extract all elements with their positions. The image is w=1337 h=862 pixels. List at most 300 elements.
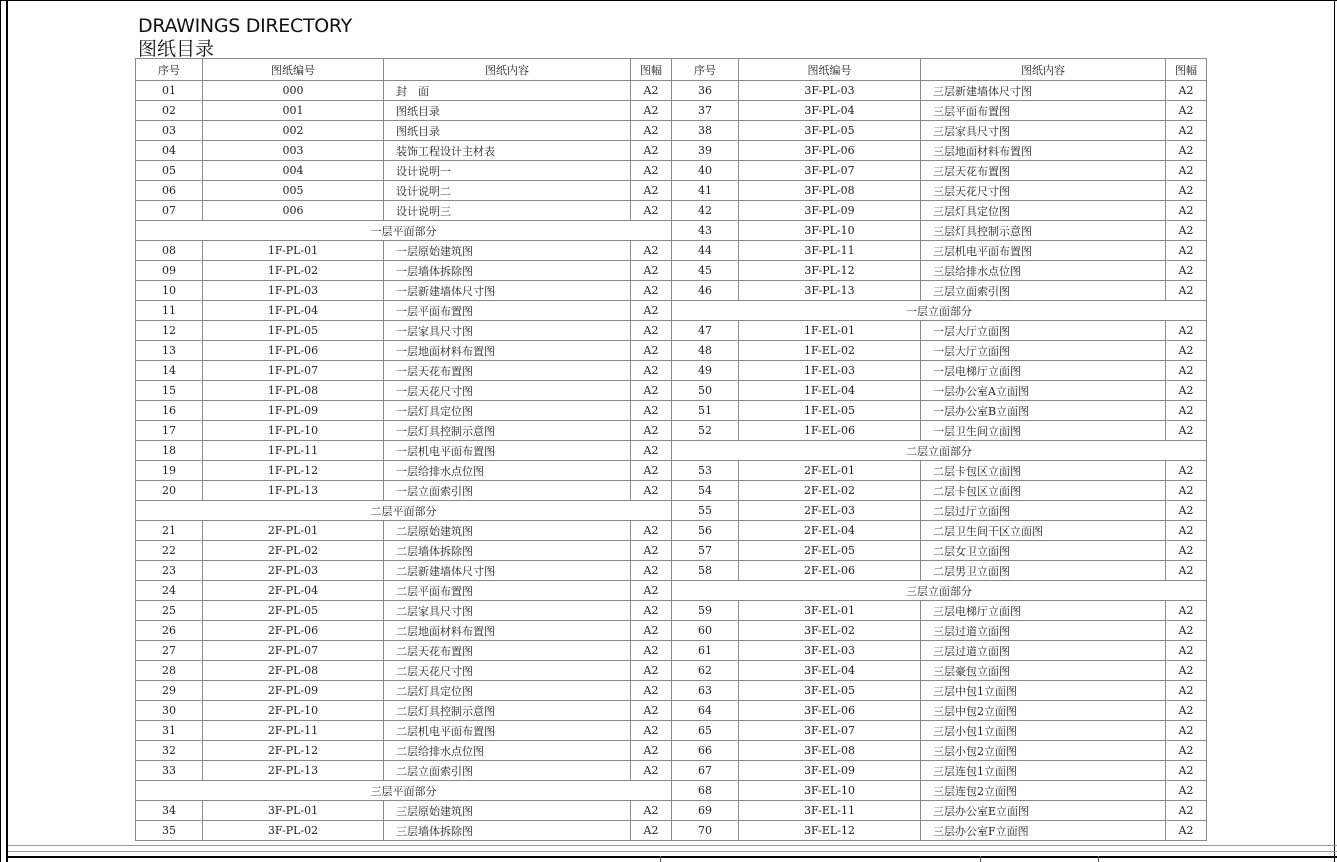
cell-code: 2F-PL-11 (203, 721, 384, 741)
table-row (672, 601, 1207, 621)
cell-no: 16 (136, 401, 203, 421)
cell-size: A2 (1166, 641, 1207, 661)
cell-no: 49 (672, 361, 739, 381)
cell-size: A2 (1166, 241, 1207, 261)
cell-content: 三层小包2立面图 (921, 741, 1166, 761)
cell-size: A2 (631, 481, 672, 501)
cell-size: A2 (631, 621, 672, 641)
table-row (136, 561, 672, 581)
table-row (136, 101, 672, 121)
cell-code: 3F-PL-02 (203, 821, 384, 841)
table-row (136, 301, 672, 321)
cell-code: 1F-EL-06 (739, 421, 921, 441)
cell-content: 三层天花尺寸图 (921, 181, 1166, 201)
cell-code: 3F-EL-01 (739, 601, 921, 621)
cell-no: 02 (136, 101, 203, 121)
table-row (136, 441, 672, 461)
cell-no: 25 (136, 601, 203, 621)
section-row (672, 441, 1207, 461)
cell-no: 42 (672, 201, 739, 221)
cell-code: 005 (203, 181, 384, 201)
cell-no: 13 (136, 341, 203, 361)
cell-content: 一层立面索引图 (384, 481, 631, 501)
cell-size: A2 (631, 521, 672, 541)
table-row (136, 141, 672, 161)
cell-no: 54 (672, 481, 739, 501)
table-row (672, 541, 1207, 561)
cell-content: 一层卫生间立面图 (921, 421, 1166, 441)
frame-outer-left (0, 0, 1, 862)
cell-no: 44 (672, 241, 739, 261)
cell-content: 二层灯具定位图 (384, 681, 631, 701)
cell-content: 三层灯具控制示意图 (921, 221, 1166, 241)
cell-code: 2F-PL-01 (203, 521, 384, 541)
cell-size: A2 (631, 261, 672, 281)
cell-content: 一层天花布置图 (384, 361, 631, 381)
cell-content: 设计说明二 (384, 181, 631, 201)
section-row (136, 221, 672, 241)
cell-no: 31 (136, 721, 203, 741)
cell-code: 3F-PL-04 (739, 101, 921, 121)
cell-no: 38 (672, 121, 739, 141)
cell-content: 三层灯具定位图 (921, 201, 1166, 221)
title-block-divider (1098, 856, 1099, 862)
cell-no: 18 (136, 441, 203, 461)
cell-no: 09 (136, 261, 203, 281)
cell-content: 一层机电平面布置图 (384, 441, 631, 461)
cell-code: 000 (203, 81, 384, 101)
cell-size: A2 (631, 121, 672, 141)
cell-no: 69 (672, 801, 739, 821)
cell-no: 46 (672, 281, 739, 301)
cell-content: 二层过厅立面图 (921, 501, 1166, 521)
table-row (136, 601, 672, 621)
cell-content: 设计说明一 (384, 161, 631, 181)
cell-size: A2 (631, 601, 672, 621)
table-row (672, 341, 1207, 361)
cell-code: 2F-PL-06 (203, 621, 384, 641)
cell-size: A2 (1166, 381, 1207, 401)
cell-size: A2 (631, 461, 672, 481)
cell-size: A2 (631, 141, 672, 161)
cell-size: A2 (631, 721, 672, 741)
cell-size: A2 (631, 581, 672, 601)
title-block-divider (980, 856, 981, 862)
cell-size: A2 (631, 641, 672, 661)
cell-size: A2 (1166, 401, 1207, 421)
table-row (672, 621, 1207, 641)
cell-no: 55 (672, 501, 739, 521)
table-row (672, 741, 1207, 761)
section-title: 二层平面部分 (136, 501, 672, 521)
cell-size: A2 (1166, 521, 1207, 541)
table-row (672, 781, 1207, 801)
cell-size: A2 (1166, 761, 1207, 781)
table-row (136, 681, 672, 701)
header-code: 图纸编号 (739, 59, 921, 81)
cell-code: 3F-EL-09 (739, 761, 921, 781)
table-row (136, 241, 672, 261)
cell-no: 33 (136, 761, 203, 781)
cell-no: 03 (136, 121, 203, 141)
cell-size: A2 (1166, 201, 1207, 221)
table-row (136, 261, 672, 281)
cell-size: A2 (631, 761, 672, 781)
cell-code: 3F-PL-01 (203, 801, 384, 821)
section-title: 三层立面部分 (672, 581, 1207, 601)
header-content: 图纸内容 (921, 59, 1166, 81)
cell-no: 24 (136, 581, 203, 601)
cell-code: 3F-PL-08 (739, 181, 921, 201)
table-row (136, 281, 672, 301)
cell-code: 2F-PL-08 (203, 661, 384, 681)
cell-size: A2 (631, 661, 672, 681)
cell-no: 65 (672, 721, 739, 741)
section-title: 一层立面部分 (672, 301, 1207, 321)
cell-code: 3F-PL-06 (739, 141, 921, 161)
cell-no: 60 (672, 621, 739, 641)
cell-content: 三层中包2立面图 (921, 701, 1166, 721)
title-block-border (8, 856, 1337, 858)
table-row (672, 361, 1207, 381)
cell-content: 二层新建墙体尺寸图 (384, 561, 631, 581)
cell-no: 30 (136, 701, 203, 721)
cell-size: A2 (1166, 341, 1207, 361)
table-row (672, 821, 1207, 841)
cell-content: 二层给排水点位图 (384, 741, 631, 761)
table-row (136, 161, 672, 181)
cell-size: A2 (631, 741, 672, 761)
table-row (672, 701, 1207, 721)
cell-no: 67 (672, 761, 739, 781)
cell-code: 3F-EL-05 (739, 681, 921, 701)
table-row (136, 721, 672, 741)
cell-no: 62 (672, 661, 739, 681)
cell-size: A2 (1166, 801, 1207, 821)
cell-code: 004 (203, 161, 384, 181)
frame-top (0, 0, 1337, 1)
cell-code: 3F-EL-12 (739, 821, 921, 841)
cell-size: A2 (631, 81, 672, 101)
cell-size: A2 (631, 401, 672, 421)
cell-size: A2 (1166, 281, 1207, 301)
cell-code: 1F-EL-03 (739, 361, 921, 381)
cell-no: 12 (136, 321, 203, 341)
table-row (136, 821, 672, 841)
section-row (672, 301, 1207, 321)
cell-no: 27 (136, 641, 203, 661)
cell-content: 三层机电平面布置图 (921, 241, 1166, 261)
cell-size: A2 (631, 441, 672, 461)
cell-size: A2 (631, 101, 672, 121)
table-row (672, 641, 1207, 661)
cell-code: 1F-PL-04 (203, 301, 384, 321)
table-row (136, 541, 672, 561)
cell-code: 2F-EL-02 (739, 481, 921, 501)
cell-content: 一层平面布置图 (384, 301, 631, 321)
cell-content: 三层过道立面图 (921, 621, 1166, 641)
table-row (136, 81, 672, 101)
cell-content: 三层家具尺寸图 (921, 121, 1166, 141)
cell-code: 2F-PL-10 (203, 701, 384, 721)
cell-size: A2 (631, 361, 672, 381)
table-row (672, 461, 1207, 481)
cell-content: 一层灯具定位图 (384, 401, 631, 421)
cell-size: A2 (1166, 541, 1207, 561)
cell-code: 2F-PL-07 (203, 641, 384, 661)
section-title: 一层平面部分 (136, 221, 672, 241)
cell-no: 47 (672, 321, 739, 341)
cell-code: 1F-EL-02 (739, 341, 921, 361)
cell-content: 三层办公室E立面图 (921, 801, 1166, 821)
cell-code: 2F-EL-05 (739, 541, 921, 561)
table-row (136, 481, 672, 501)
table-row (672, 321, 1207, 341)
cell-size: A2 (631, 701, 672, 721)
table-row (136, 661, 672, 681)
cell-code: 001 (203, 101, 384, 121)
cell-size: A2 (631, 381, 672, 401)
cell-code: 3F-EL-02 (739, 621, 921, 641)
cell-no: 50 (672, 381, 739, 401)
cell-content: 二层女卫立面图 (921, 541, 1166, 561)
cell-size: A2 (1166, 161, 1207, 181)
section-title: 二层立面部分 (672, 441, 1207, 461)
cell-size: A2 (1166, 141, 1207, 161)
cell-no: 32 (136, 741, 203, 761)
cell-content: 二层平面布置图 (384, 581, 631, 601)
cell-size: A2 (1166, 721, 1207, 741)
cell-code: 2F-PL-03 (203, 561, 384, 581)
table-row (672, 521, 1207, 541)
cell-size: A2 (1166, 181, 1207, 201)
cell-code: 1F-PL-09 (203, 401, 384, 421)
cell-no: 29 (136, 681, 203, 701)
cell-size: A2 (1166, 101, 1207, 121)
table-row (672, 661, 1207, 681)
cell-size: A2 (631, 241, 672, 261)
cell-content: 二层家具尺寸图 (384, 601, 631, 621)
cell-no: 57 (672, 541, 739, 561)
section-row (136, 501, 672, 521)
cell-content: 三层平面布置图 (921, 101, 1166, 121)
cell-content: 三层中包1立面图 (921, 681, 1166, 701)
header-content: 图纸内容 (384, 59, 631, 81)
cell-content: 三层地面材料布置图 (921, 141, 1166, 161)
cell-no: 07 (136, 201, 203, 221)
directory-table-left (135, 58, 672, 841)
cell-no: 41 (672, 181, 739, 201)
cell-no: 10 (136, 281, 203, 301)
cell-no: 34 (136, 801, 203, 821)
cell-no: 11 (136, 301, 203, 321)
cell-code: 2F-PL-02 (203, 541, 384, 561)
cell-size: A2 (1166, 601, 1207, 621)
cell-size: A2 (1166, 481, 1207, 501)
table-row (672, 281, 1207, 301)
cell-size: A2 (1166, 321, 1207, 341)
cell-content: 二层原始建筑图 (384, 521, 631, 541)
cell-content: 三层过道立面图 (921, 641, 1166, 661)
cell-code: 1F-PL-11 (203, 441, 384, 461)
cell-no: 45 (672, 261, 739, 281)
cell-content: 三层连包2立面图 (921, 781, 1166, 801)
cell-no: 37 (672, 101, 739, 121)
cell-size: A2 (1166, 361, 1207, 381)
cell-size: A2 (1166, 781, 1207, 801)
cell-content: 二层立面索引图 (384, 761, 631, 781)
cell-content: 二层男卫立面图 (921, 561, 1166, 581)
header-size: 图幅 (631, 59, 672, 81)
table-row (672, 261, 1207, 281)
cell-size: A2 (631, 681, 672, 701)
cell-no: 19 (136, 461, 203, 481)
cell-content: 二层墙体拆除图 (384, 541, 631, 561)
cell-content: 一层大厅立面图 (921, 341, 1166, 361)
cell-content: 二层天花尺寸图 (384, 661, 631, 681)
cell-code: 3F-EL-06 (739, 701, 921, 721)
cell-no: 05 (136, 161, 203, 181)
table-row (672, 181, 1207, 201)
cell-code: 3F-PL-13 (739, 281, 921, 301)
cell-code: 1F-PL-02 (203, 261, 384, 281)
cell-no: 51 (672, 401, 739, 421)
cell-size: A2 (631, 321, 672, 341)
section-title: 三层平面部分 (136, 781, 672, 801)
cell-size: A2 (631, 281, 672, 301)
table-row (136, 581, 672, 601)
cell-content: 图纸目录 (384, 121, 631, 141)
table-row (136, 321, 672, 341)
cell-content: 三层电梯厅立面图 (921, 601, 1166, 621)
cell-content: 一层给排水点位图 (384, 461, 631, 481)
cell-no: 39 (672, 141, 739, 161)
title-block-line (8, 851, 1337, 852)
cell-code: 2F-PL-12 (203, 741, 384, 761)
table-row (672, 681, 1207, 701)
table-row (136, 201, 672, 221)
cell-content: 二层卡包区立面图 (921, 481, 1166, 501)
cell-code: 3F-PL-03 (739, 81, 921, 101)
cell-content: 一层新建墙体尺寸图 (384, 281, 631, 301)
table-row (136, 401, 672, 421)
cell-code: 3F-PL-10 (739, 221, 921, 241)
cell-no: 28 (136, 661, 203, 681)
cell-content: 三层豪包立面图 (921, 661, 1166, 681)
cell-code: 3F-PL-12 (739, 261, 921, 281)
cell-content: 装饰工程设计主材表 (384, 141, 631, 161)
table-row (136, 801, 672, 821)
cell-code: 3F-EL-11 (739, 801, 921, 821)
table-row (136, 121, 672, 141)
cell-size: A2 (1166, 821, 1207, 841)
cell-content: 一层原始建筑图 (384, 241, 631, 261)
cell-code: 1F-PL-03 (203, 281, 384, 301)
table-row (136, 521, 672, 541)
cell-code: 1F-PL-12 (203, 461, 384, 481)
table-row (136, 361, 672, 381)
cell-code: 2F-PL-04 (203, 581, 384, 601)
cell-no: 22 (136, 541, 203, 561)
cell-no: 04 (136, 141, 203, 161)
cell-no: 23 (136, 561, 203, 581)
cell-code: 2F-EL-06 (739, 561, 921, 581)
cell-content: 封 面 (384, 81, 631, 101)
table-row (136, 701, 672, 721)
cell-code: 1F-PL-13 (203, 481, 384, 501)
cell-size: A2 (1166, 261, 1207, 281)
cell-no: 63 (672, 681, 739, 701)
frame-left (6, 0, 8, 862)
cell-code: 2F-PL-05 (203, 601, 384, 621)
table-row (672, 401, 1207, 421)
cell-size: A2 (631, 821, 672, 841)
cell-code: 002 (203, 121, 384, 141)
cell-code: 1F-EL-04 (739, 381, 921, 401)
cell-code: 1F-PL-01 (203, 241, 384, 261)
cell-content: 一层家具尺寸图 (384, 321, 631, 341)
section-row (136, 781, 672, 801)
cell-content: 一层办公室B立面图 (921, 401, 1166, 421)
page-title-en: DRAWINGS DIRECTORY (138, 15, 352, 37)
header-size: 图幅 (1166, 59, 1207, 81)
cell-code: 1F-EL-01 (739, 321, 921, 341)
table-row (136, 741, 672, 761)
cell-no: 66 (672, 741, 739, 761)
cell-content: 三层连包1立面图 (921, 761, 1166, 781)
cell-content: 三层立面索引图 (921, 281, 1166, 301)
table-row (136, 621, 672, 641)
cell-content: 一层天花尺寸图 (384, 381, 631, 401)
cell-content: 一层电梯厅立面图 (921, 361, 1166, 381)
table-row (136, 761, 672, 781)
table-row (672, 141, 1207, 161)
cell-size: A2 (631, 801, 672, 821)
cell-no: 48 (672, 341, 739, 361)
header-no: 序号 (136, 59, 203, 81)
table-row (136, 461, 672, 481)
table-header-row (672, 59, 1207, 81)
cell-size: A2 (631, 421, 672, 441)
cell-no: 17 (136, 421, 203, 441)
cell-code: 1F-PL-10 (203, 421, 384, 441)
cell-content: 二层卫生间干区立面图 (921, 521, 1166, 541)
cell-no: 21 (136, 521, 203, 541)
cell-size: A2 (1166, 421, 1207, 441)
cell-no: 35 (136, 821, 203, 841)
table-row (136, 641, 672, 661)
cell-code: 1F-PL-06 (203, 341, 384, 361)
cell-no: 43 (672, 221, 739, 241)
cell-code: 1F-PL-08 (203, 381, 384, 401)
cell-content: 一层大厅立面图 (921, 321, 1166, 341)
cell-code: 3F-EL-07 (739, 721, 921, 741)
cell-no: 14 (136, 361, 203, 381)
cell-no: 56 (672, 521, 739, 541)
cell-no: 58 (672, 561, 739, 581)
cell-size: A2 (631, 341, 672, 361)
cell-size: A2 (1166, 741, 1207, 761)
cell-size: A2 (1166, 681, 1207, 701)
table-row (136, 341, 672, 361)
cell-no: 70 (672, 821, 739, 841)
table-row (672, 241, 1207, 261)
cell-content: 一层办公室A立面图 (921, 381, 1166, 401)
cell-content: 三层给排水点位图 (921, 261, 1166, 281)
cell-content: 二层卡包区立面图 (921, 461, 1166, 481)
cell-size: A2 (631, 301, 672, 321)
table-row (672, 481, 1207, 501)
